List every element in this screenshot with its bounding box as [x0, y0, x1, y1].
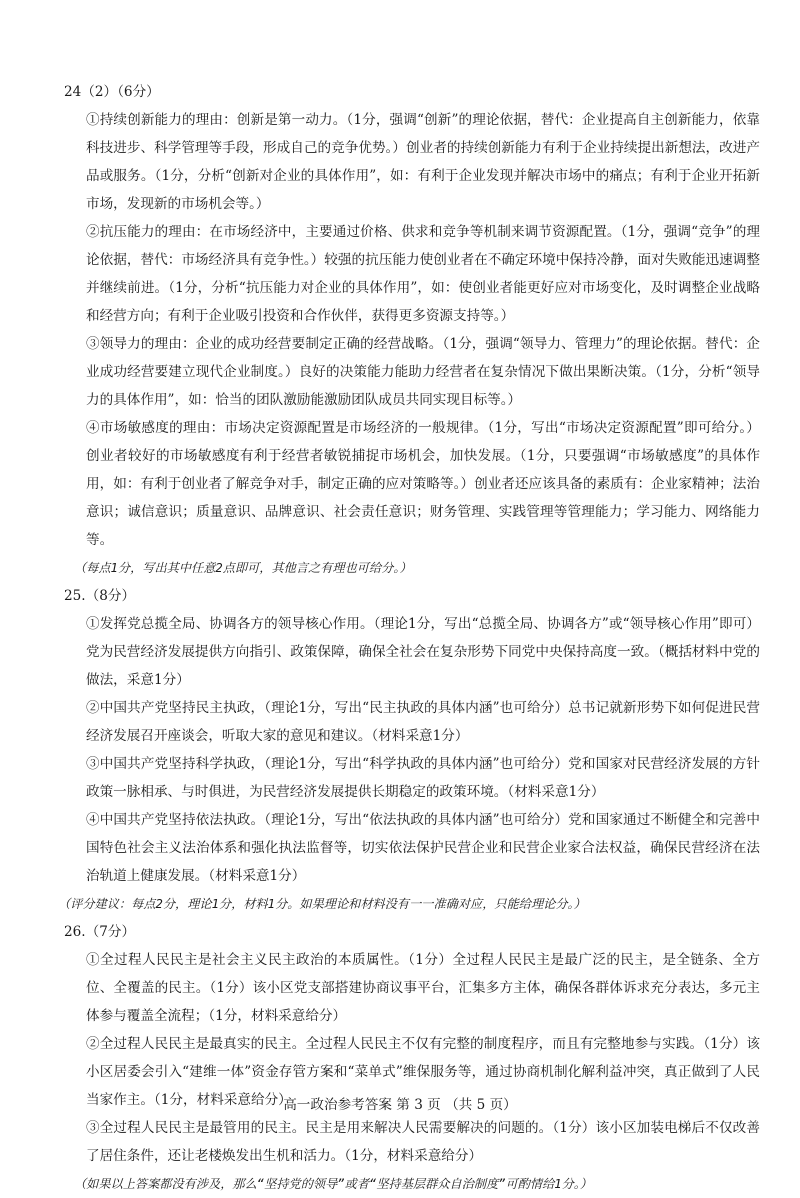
answer-26-item-2: ②全过程人民民主是最真实的民主。全过程人民民主不仅有完整的制度程序，而且有完整地参与实践。（1分）该小区居委会引入“建维一体”资金存管方案和“菜单式”维保服务等，通过协商机制化解利益冲突，真正做到了人民当家作主。（1分，材料采意给分）	[86, 1036, 760, 1108]
answer-26-item-1: ①全过程人民民主是社会主义民主政治的本质属性。（1分）全过程人民民主是最广泛的民主，是全链条、全方位、全覆盖的民主。（1分）该小区党支部搭建协商议事平台，汇集多方主体，确保各群体诉求充分表达，多元主体参与覆盖全流程；（1分，材料采意给分）	[86, 952, 760, 1024]
question-26	[64, 918, 760, 1198]
answer-24-item-4: ④市场敏感度的理由：市场决定资源配置是市场经济的一般规律。（1分，写出“市场决定资源配置”即可给分。）创业者较好的市场敏感度有利于经营者敏锐捕捉市场机会，加快发展。（1分，只要强调“市场敏感度”的具体作用，如：有利于创业者了解竞争对手，制定正确的应对策略等。）创业者还应该具备的素质有：企业家精神；法治意识；诚信意识；质量意识、品牌意识、社会责任意识；财务管理、实践管理等管理能力；学习能力、网络能力等。	[86, 420, 760, 548]
answer-24-item-3: ③领导力的理由：企业的成功经营要制定正确的经营战略。（1分，强调“领导力、管理力”的理论依据。替代：企业成功经营要建立现代企业制度。）良好的决策能力能助力经营者在复杂情况下做出果断决策。（1分，分析“领导力的具体作用”，如：恰当的团队激励能激励团队成员共同实现目标等。）	[86, 336, 760, 408]
answer-25-item-3: ③中国共产党坚持科学执政，（理论1分，写出“科学执政的具体内涵”也可给分）党和国家对民营经济发展的方针政策一脉相承、与时俱进，为民营经济发展提供长期稳定的政策环境。（材料采意1分）	[86, 756, 760, 800]
scoring-note-24: （每点1分，写出其中任意2点即可，其他言之有理也可给分。）	[74, 561, 412, 575]
question-25	[58, 582, 760, 918]
answer-26-item-3: ③全过程人民民主是最管用的民主。民主是用来解决人民需要解决的问题的。（1分）该小区加装电梯后不仅改善了居住条件，还让老楼焕发出生机和活力。（1分，材料采意给分）	[86, 1120, 760, 1164]
page-footer: 高一政治参考答案 第 3 页 （共 5 页）	[283, 1097, 517, 1113]
question-24-heading: 24（2）（6分）	[64, 84, 160, 100]
answer-25-item-4: ④中国共产党坚持依法执政。（理论1分，写出“依法执政的具体内涵”也可给分）党和国家通过不断健全和完善中国特色社会主义法治体系和强化执法监督等，切实依法保护民营企业和民营企业家合法权益，确保民营经济在法治轨道上健康发展。（材料采意1分）	[86, 812, 760, 884]
answer-24-item-1: ①持续创新能力的理由：创新是第一动力。（1分，强调“创新”的理论依据，替代：企业提高自主创新能力，依靠科技进步、科学管理等手段，形成自己的竞争优势。）创业者的持续创新能力有利于企业持续提出新想法，改进产品或服务。（1分，分析“创新对企业的具体作用”，如：有利于企业发现并解决市场中的痛点；有利于企业开拓新市场，发现新的市场机会等。）	[86, 112, 760, 212]
answer-24-item-2: ②抗压能力的理由：在市场经济中，主要通过价格、供求和竞争等机制来调节资源配置。（1分，强调“竞争”的理论依据，替代：市场经济具有竞争性。）较强的抗压能力使创业者在不确定环境中保持冷静，面对失败能迅速调整并继续前进。（1分，分析“抗压能力对企业的具体作用”，如：使创业者能更好应对市场变化，及时调整企业战略和经营方向；有利于企业吸引投资和合作伙伴，获得更多资源支持等。）	[86, 224, 760, 324]
answer-25-item-2: ②中国共产党坚持民主执政，（理论1分，写出“民主执政的具体内涵”也可给分）总书记就新形势下如何促进民营经济发展召开座谈会，听取大家的意见和建议。（材料采意1分）	[86, 700, 760, 744]
scoring-note-26: （如果以上答案都没有涉及，那么“坚持党的领导”或者“坚持基层群众自治制度”可酌情给1分。）	[74, 1177, 593, 1191]
scoring-note-25: （评分建议：每点2分，理论1分，材料1分。如果理论和材料没有一一准确对应，只能给理论分。）	[58, 897, 586, 911]
question-26-heading: 26.（7分）	[64, 924, 136, 940]
question-25-heading: 25.（8分）	[64, 588, 136, 604]
question-24	[64, 78, 760, 582]
answer-25-item-1: ①发挥党总揽全局、协调各方的领导核心作用。（理论1分，写出“总揽全局、协调各方”或“领导核心作用”即可）党为民营经济发展提供方向指引、政策保障，确保全社会在复杂形势下同党中央保持高度一致。（概括材料中党的做法，采意1分）	[86, 616, 760, 688]
